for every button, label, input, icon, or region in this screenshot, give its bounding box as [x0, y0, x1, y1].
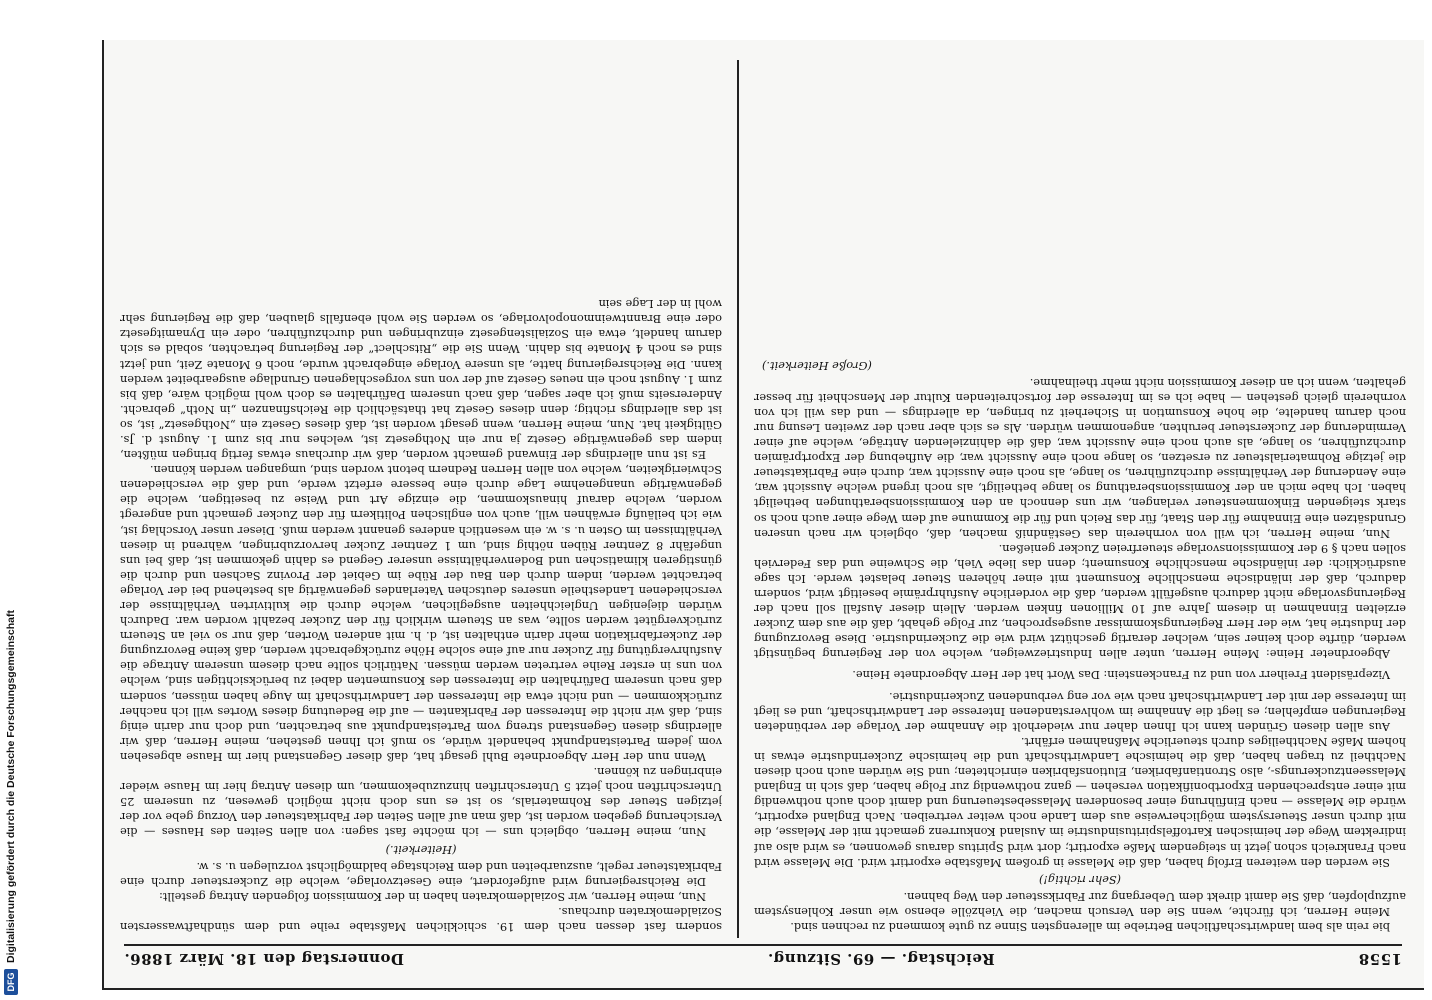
page-number: 1558 — [1358, 950, 1402, 968]
paragraph: Nun, meine Herren, obgleich uns — ich möchte fast sagen: von allen Seiten des Hauses — die Versicherung gegeben worden ist, daß man auf allen Seiten der Fabrikatsteuer den Vorzug gebe vor der jetzigen Steuer des Rohmaterials, so ist es uns doch nicht möglich gewesen, zu unserem 25 Unterschriften noch jetzt 5 Unterschriften hinzuzubekommen, um diesen Antrag hier im Hause wieder einbringen zu können. — [120, 765, 722, 839]
digitization-credit — [2, 603, 20, 995]
digitization-credit-text: Digitalisierung gefördert durch die Deutsche Forschungsgemeinschaft — [5, 610, 17, 963]
paragraph: Wenn nun der Herr Abgeordnete Buhl gesagt hat, daß dieser Gegenstand hier im Hause abgesehen vom jedem Parteistandpunkt behandelt würde, so muß ich Ihnen gestehen, meine Herren, daß wir allerdings diesen Gegenstand streng vom Parteistandpunkt aus betrachten, und doch nur darin einig sind, daß wir nicht die Interessen der Fabrikanten — auf die Bedeutung dieses Wortes will ich nachher zurückkommen — und nicht etwa die Interessen der Landwirthschaft im Auge haben müssen, sondern daß nach unserem Dafürhalten die Interessen des Konsumenten dabei zu berücksichtigen sind, welche von uns in erster Reihe vertreten werden müssen. Natürlich sollte nach diesem unserem Antrage die Ausfuhrvergütung für Zucker nur auf eine solche Höhe zurückgebracht werden, daß keine Bevorzugung der Zuckerfabrikation mehr darin enthalten ist, d. h. mit anderen Worten, daß nur so viel an Steuern zurückvergütet werden sollte, was an Steuern wirklich für den Zucker bezahlt worden war. Dadurch würden diejenigen Ungleichheiten ausgeglichen, welche durch die kultivirten Verhältnisse der verschiedenen Landestheile unseres deutschen Vaterlandes gegenwärtig als bestehend bei der Vorlage betrachtet werden, indem durch den Bau der Rübe im Gebiet der Provinz Sachsen und durch die günstigeren klimatischen und Bodenverhältnisse unserer Gegend es dahin gekommen ist, daß bei uns ungefähr 8 Zentner Rüben nöthig sind, um 1 Zentner Zucker hervorzubringen, während in diesen Verhältnissen im Osten u. s. w. ein wesentlich anderes genannt werden muß. Dieser unser Vorschlag ist, wie ich beiläufig erwähnen will, auch von englischen Politikern für den Zucker gemacht und angeregt worden, welche darauf hinauskommen, die einzige Art und Weise zu beseitigen, welche die gegenwärtige unangenehme Lage durch eine bessere erfetzt werde, und daß die verschiedenen Schwierigkeiten, welche von allen Herren Rednern betont worden sind, umgangen werden können. — [120, 463, 722, 763]
paragraph: Nun, meine Herren, ich will von vornherein das Geständniß machen, daß, obgleich wir nach unseren Grundsätzen eine Einnahme für den Staat, für das Reich und für die Kommune auf dem Wege einer auch noch so stark steigenden Einkommensteuer verlangen, wir uns dennoch an den Kommissionsberathungen betheiligt haben. Ich habe mich an der Kommissionsberathung so lange betheiligt, als noch irgend welche Aussicht war, eine Aenderung der Verhältnisse durchzuführen, so lange, als noch eine Aussicht war, durch eine Fabrikatsteuer die jetzige Rohmaterialsteuer zu ersetzen, so lange noch eine Aussicht war, die Aufhebung der Exportprämien durchzuführen, so lange, als auch noch eine Aussicht war, daß die dahinzielenden Anträge, welche auf einer Verminderung der Zuckersteuer beruhten, angenommen würden. Als es sich aber nach der zweiten Lesung nur noch darum handelte, die hohe Konsumtion in Sicherheit zu bringen, da allerdings — und das will ich von vornherein gleich gestehen — habe ich es im Interesse der fortschreitenden Kultur der Menschheit für besser gehalten, wenn ich an dieser Kommission nicht mehr theilnahme. — [754, 375, 1406, 540]
left-column — [754, 58, 1406, 934]
session-title: Reichstag. — 69. Sitzung. — [767, 950, 995, 968]
paragraph: (Heiterkeit.) — [385, 842, 457, 856]
paragraph: Meine Herren, ich fürchte, wenn Sie den Versuch machen, die Viehzölle ebenso wie unser Kohlensystem aufzuplopfen, daß Sie damit direkt dem Uebergang zur Fabrikssteuer den Weg bahnen. — [754, 889, 1406, 918]
paragraph: Es ist nun allerdings der Einwand gemacht worden, daß wir durchaus etwas fertig bringen müßten, indem das gegenwärtige Gesetz ja nur ein Nothgesetz ist, welches nur bis zum 1. August d. Js. Gültigkeit hat. Nun, meine Herren, wenn gesagt worden ist, daß dieses Gesetz ein „Nothgesetz“ ist, so ist das allerdings richtig; denn dieses Gesetz hat thatsächlich die Reichsfinanzen „in Noth“ gebracht. Andererseits muß ich aber sagen, daß nach unserem Dafürhalten es doch wohl möglich wäre, daß bis zum 1. August noch ein neues Gesetz auf der von uns vorgeschlagenen Grundlage ausgearbeitet werden kann. Die Reichsregierung hatte, als unsere Vorlage eingebracht wurde, noch 6 Monate Zeit, und jetzt sind es noch 4 Monate bis dahin. Wenn Sie die „Ritschlect“ der Regierung betrachten, sobald es sich darum handelt, etwa ein Sozialistengesetz einzubringen und durchzuführen, oder ein Dynamitgesetz oder eine Branntweinmonopolvorlage, so werden Sie wohl ebenfalls glauben, daß die Regierung sehr wohl in der Lage sein — [120, 297, 722, 462]
right-column — [120, 58, 722, 934]
rotated-page-content — [102, 40, 1424, 990]
dfg-logo-icon: DFG — [4, 969, 18, 995]
running-header — [124, 944, 1402, 972]
frame-top-rule — [102, 988, 1424, 990]
paragraph: Nun, meine Herren, wir Sozialdemokraten haben in der Kommission folgenden Antrag gestellt: — [159, 889, 706, 903]
paragraph: Vizepräsident Freiherr von und zu Franckenstein: Das Wort hat der Herr Abgeordnete Heine. — [852, 668, 1390, 682]
paragraph: bie rein als bem landwirtschaftlichen Betriebe im allerengsten Sinne zu gute kommend zu rechnen sind. — [790, 920, 1390, 933]
paragraph: Abgeordneter Heine: Meine Herren, unter allen Industriezweigen, welche von der Regierung begünstigt werden, dürfte doch keiner sein, welcher derartig geschützt wird wie die Zuckerindustrie. Diese Bevorzugung der Industrie hat, wie der Herr Regierungskommissar ausgesprochen, zur Folge gehabt, daß die aus dem Zucker erzielten Einnahmen in diesem Jahre auf 10 Millionen finken werden. Allein dieser Ausfall soll nach der Regierungsvorlage nicht dadurch ausgefüllt werden, daß die vorderliche Ausfuhrprämie beseitigt wird, sondern dadurch, daß der inländische menschliche Konsument mit einer höheren Steuer belastet werde. Ich sage ausdrücklich: der inländische menschliche Konsument; denn das liebe Vieh, die Schweine und das Federvieh sollen nach § 9 der Kommissionsvorlage steuerfreien Zucker genießen. — [754, 541, 1406, 661]
paragraph: Sie werden den weiteren Erfolg haben, daß die Melasse in großem Maßstabe exportirt wird. Die Melasse wird nach Frankreich schon jetzt in steigendem Maße exportirt; dort wird Spiritus daraus gewonnen, es wird also auf indirektem Wege der heimischen Kartoffelspiritusindustrie im Ausland Konkurrenz gemacht mit der Melasse, die mit durch unser Steuersystem möglicherweise aus dem Lande noch weiter vertreiben. Nach England exportirt, würde die Melasse — nach Einführung einer besonderen Melassebesteuerung und damit doch auch nothwendig mit einer entsprechenden Exportbonifikation versehen — ganz nothwendig zur Folge haben, daß sich in England Melasseentzuckerungs-, also Strontianfabriken, Elutionsfabriken einrichteten; und Sie würden auch noch diesen Nachtheil zu tragen haben, daß die heimische Landwirthschaft und die heimische Zuckerindustrie etwas in hohem Maße Nachtheiliges durch steuerliche Maßnahmen erfährt. — [754, 734, 1406, 869]
paragraph: (Große Heiterkeit.) — [762, 358, 872, 372]
session-date: Donnerstag den 18. März 1886. — [124, 950, 404, 968]
paragraph: Aus allen diesen Gründen kann ich Ihnen daher nur wiederholt die Annahme der Vorlage der verbündeten Regierungen empfehlen; es liegt die Annahme im wohlverstandenen Interesse der Landwirthschaft, und es liegt im Interesse der mit der Landwirthschaft nach wie vor eng verbundenen Zuckerindustrie. — [754, 689, 1406, 733]
column-divider — [737, 60, 739, 938]
paragraph: (Sehr richtig!) — [1038, 872, 1122, 886]
frame-side-rule — [102, 40, 104, 990]
paragraph: Die Reichsregierung wird aufgefordert, eine Gesetzvorlage, welche die Zuckersteuer durch eine Fabrikatsteuer regelt, auszuarbeiten und dem Reichstage baldmöglichst vorzulegen u. s. w. — [120, 859, 722, 888]
paragraph: sondern fast dessen nach dem 19. schicklichen Maßstabe reihe und dem sündhaftwassersten Sozialdemokraten durchaus. — [120, 904, 722, 933]
scanned-page — [102, 40, 1424, 990]
